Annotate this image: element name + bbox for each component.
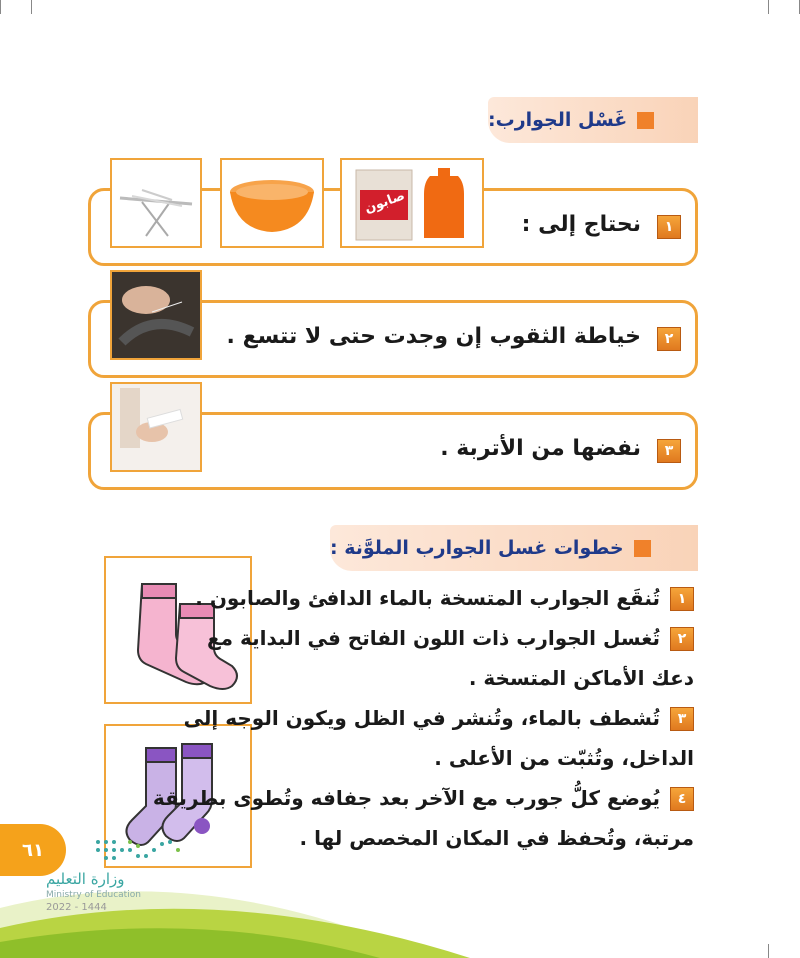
step-text: الداخل، وتُثبّت من الأعلى . xyxy=(434,746,694,770)
step-text: نفضها من الأتربة . xyxy=(440,436,641,461)
crop-mark xyxy=(768,0,769,14)
step-line xyxy=(206,618,694,658)
step-line xyxy=(195,578,694,618)
basin-image xyxy=(220,158,324,248)
orange-square-icon xyxy=(634,540,651,557)
section-title: غَسْل الجوارب: xyxy=(488,109,628,131)
soap-box-label: صابون xyxy=(362,188,407,217)
step-line xyxy=(183,698,694,738)
step-text: خياطة الثقوب إن وجدت حتى لا تتسع . xyxy=(226,324,641,349)
colored-socks-steps xyxy=(152,578,694,858)
crop-mark xyxy=(31,0,32,14)
step-text: يُوضع كلُّ جورب مع الآخر بعد جفافه وتُطوى بطريقة xyxy=(152,786,660,810)
section-colored-socks-header xyxy=(330,525,698,571)
step-number-badge: ١ xyxy=(657,215,681,239)
section-title: خطوات غسل الجوارب الملوَّنة : xyxy=(330,537,624,559)
crop-mark xyxy=(0,0,1,14)
step-number-badge: ٣ xyxy=(670,707,694,731)
edition-year: 2022 - 1444 xyxy=(46,902,107,913)
step-text: تُغسل الجوارب ذات اللون الفاتح في البداية مع xyxy=(206,626,660,650)
step-text: مرتبة، وتُحفظ في المكان المخصص لها . xyxy=(299,826,694,850)
shaking-socks-image xyxy=(110,382,202,472)
step-text: نحتاج إلى : xyxy=(521,212,641,237)
page-number-badge: ٦١ xyxy=(0,824,66,876)
sewing-hole-image xyxy=(110,270,202,360)
step-line-continued xyxy=(264,738,694,778)
ministry-name-english: Ministry of Education xyxy=(46,890,141,900)
step-line-continued xyxy=(264,658,694,698)
step-number-badge: ١ xyxy=(670,587,694,611)
step-text: تُشطف بالماء، وتُنشر في الظل ويكون الوجه إلى xyxy=(183,706,660,730)
ministry-dots-icon xyxy=(90,832,190,868)
drying-rack-image xyxy=(110,158,202,248)
orange-square-icon xyxy=(637,112,654,129)
step-number-badge: ٢ xyxy=(657,327,681,351)
step-number-badge: ٣ xyxy=(657,439,681,463)
section-washing-header xyxy=(488,97,698,143)
step-number-badge: ٢ xyxy=(670,627,694,651)
ministry-name-arabic: وزارة التعليم xyxy=(46,870,125,888)
ministry-logo xyxy=(40,830,200,920)
step-line xyxy=(152,778,694,818)
step-text: تُنقَع الجوارب المتسخة بالماء الدافئ والصابون . xyxy=(195,586,660,610)
step-text: دعك الأماكن المتسخة . xyxy=(468,666,694,690)
detergent-image xyxy=(340,158,484,248)
step-number-badge: ٤ xyxy=(670,787,694,811)
